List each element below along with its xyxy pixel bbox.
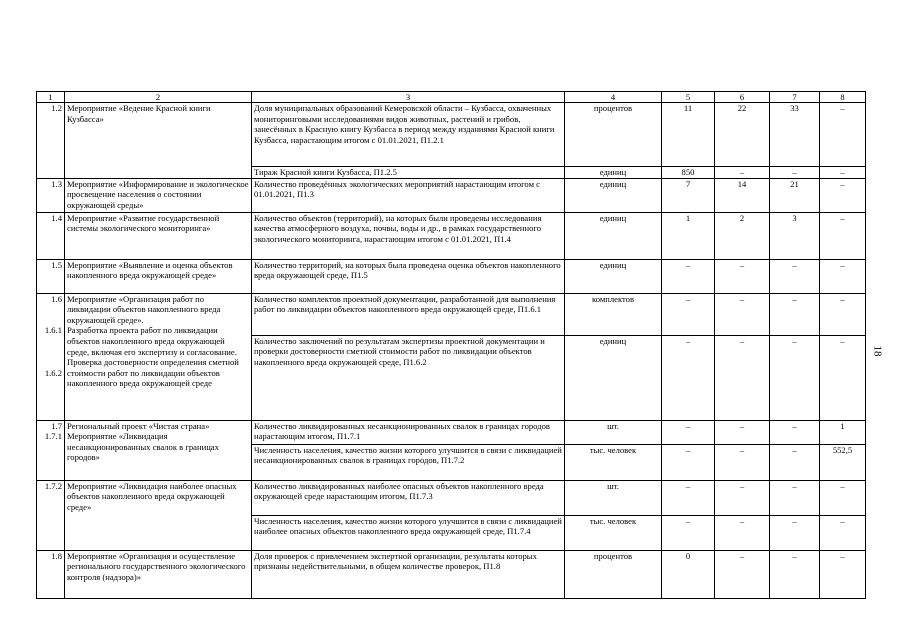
header-cell: 5 <box>662 92 715 103</box>
event-cell: Мероприятие «Организация и осуществление регионального государственного экологического контроля (надзора)» <box>65 550 252 598</box>
value-cell: – <box>820 167 866 179</box>
table-row <box>37 420 866 444</box>
value-cell: – <box>820 178 866 212</box>
value-cell: – <box>770 444 820 480</box>
value-cell: – <box>662 293 715 335</box>
event-cell: Мероприятие «Ликвидация наиболее опасных объектов накопленного вреда окружающей среде» <box>65 480 252 550</box>
value-cell: – <box>715 480 770 515</box>
value-cell: 21 <box>770 178 820 212</box>
unit-cell: единиц <box>565 335 662 420</box>
value-cell: 3 <box>770 212 820 259</box>
event-cell: Мероприятие «Выявление и оценка объектов накопленного вреда окружающей среде» <box>65 259 252 293</box>
row-number-sub: 1.6.1 <box>44 325 62 336</box>
header-cell: 3 <box>252 92 565 103</box>
value-cell: – <box>715 515 770 550</box>
table-row <box>37 178 866 212</box>
unit-cell: единиц <box>565 259 662 293</box>
event-text: Региональный проект «Чистая страна» <box>67 420 210 431</box>
value-cell: – <box>715 550 770 598</box>
row-number-main: 1.6 <box>51 293 62 304</box>
value-cell: 33 <box>770 103 820 167</box>
unit-cell: единиц <box>565 212 662 259</box>
unit-cell: процентов <box>565 103 662 167</box>
table-row <box>37 293 866 335</box>
value-cell: – <box>715 167 770 179</box>
indicators-table <box>36 91 866 599</box>
indicator-cell: Количество проведённых экологических мероприятий нарастающим итогом с 01.01.2021, П1.3 <box>252 178 565 212</box>
indicator-cell: Количество территорий, на которых была проведена оценка объектов накопленного вреда окружающей среде, П1.5 <box>252 259 565 293</box>
indicator-cell: Доля проверок с привлечением экспертной организации, результаты которых признаны недействительными, в общем количестве проверок, П1.8 <box>252 550 565 598</box>
header-cell: 4 <box>565 92 662 103</box>
value-cell: 2 <box>715 212 770 259</box>
event-text: Разработка проекта работ по ликвидации объектов накопленного вреда окружающей среде, включая его экспертизу и согласование. <box>67 325 237 357</box>
value-cell: – <box>820 550 866 598</box>
table-row <box>37 259 866 293</box>
indicator-cell: Количество ликвидированных несанкционированных свалок в границах городов нарастающим итогом, П1.7.1 <box>252 420 565 444</box>
row-number <box>37 420 65 480</box>
value-cell: – <box>770 480 820 515</box>
value-cell: – <box>715 335 770 420</box>
event-text: Мероприятие «Ликвидация несанкционированных свалок в границах городов» <box>67 431 219 463</box>
indicator-cell: Доля муниципальных образований Кемеровской области – Кузбасса, охваченных мониторинговыми исследованиями видов животных, растений и грибов, занесённых в Красную книгу Кузбасса в период между изданиями Красной книги Кузбасса, нарастающим итогом с 01.01.2021, П1.2.1 <box>252 103 565 167</box>
event-text: Проверка достоверности определения сметной стоимости работ по ликвидации объектов накопленного вреда окружающей среде <box>67 357 239 389</box>
value-cell: – <box>715 259 770 293</box>
table-row <box>37 550 866 598</box>
row-number: 1.4 <box>37 212 65 259</box>
indicator-cell: Количество комплектов проектной документации, разработанной для выполнения работ по ликвидации объектов накопленного вреда окружающей среде, П1.6.1 <box>252 293 565 335</box>
value-cell: – <box>820 335 866 420</box>
header-cell: 2 <box>65 92 252 103</box>
value-cell: 850 <box>662 167 715 179</box>
row-number: 1.2 <box>37 103 65 179</box>
event-cell: Мероприятие «Ведение Красной книги Кузбасса» <box>65 103 252 179</box>
value-cell: – <box>820 515 866 550</box>
value-cell: – <box>662 480 715 515</box>
row-number <box>37 293 65 420</box>
unit-cell: комплектов <box>565 293 662 335</box>
value-cell: – <box>770 335 820 420</box>
value-cell: – <box>820 212 866 259</box>
value-cell: – <box>770 515 820 550</box>
value-cell: 7 <box>662 178 715 212</box>
value-cell: 22 <box>715 103 770 167</box>
value-cell: 1 <box>820 420 866 444</box>
value-cell: – <box>715 444 770 480</box>
row-number: 1.7.2 <box>37 480 65 550</box>
unit-cell: тыс. человек <box>565 444 662 480</box>
row-number: 1.3 <box>37 178 65 212</box>
event-cell: Мероприятие «Развитие государственной системы экологического мониторинга» <box>65 212 252 259</box>
unit-cell: тыс. человек <box>565 515 662 550</box>
header-cell: 8 <box>820 92 866 103</box>
indicator-cell: Количество объектов (территорий), на которых были проведены исследования качества атмосферного воздуха, почвы, воды и др., в рамках государственного экологического мониторинга, нарастающим итогом с 01.01.2021, П1.4 <box>252 212 565 259</box>
event-text: Мероприятие «Организация работ по ликвидации объектов накопленного вреда окружающей среде». <box>67 293 221 325</box>
row-number: 1.8 <box>37 550 65 598</box>
table-row <box>37 212 866 259</box>
value-cell: 0 <box>662 550 715 598</box>
value-cell: – <box>770 167 820 179</box>
value-cell: – <box>820 259 866 293</box>
page-number: 18 <box>871 345 884 357</box>
event-cell <box>65 420 252 480</box>
unit-cell: процентов <box>565 550 662 598</box>
header-cell: 1 <box>37 92 65 103</box>
header-cell: 6 <box>715 92 770 103</box>
value-cell: – <box>820 480 866 515</box>
value-cell: – <box>715 293 770 335</box>
value-cell: 1 <box>662 212 715 259</box>
value-cell: 552,5 <box>820 444 866 480</box>
value-cell: – <box>820 103 866 167</box>
header-cell: 7 <box>770 92 820 103</box>
value-cell: – <box>820 293 866 335</box>
table-row <box>37 103 866 167</box>
value-cell: – <box>662 515 715 550</box>
indicator-cell: Количество заключений по результатам экспертизы проектной документации и проверки достоверности сметной стоимости работ по ликвидации объектов накопленного вреда окружающей среде, П1.6.2 <box>252 335 565 420</box>
value-cell: – <box>770 293 820 335</box>
value-cell: – <box>662 259 715 293</box>
unit-cell: шт. <box>565 420 662 444</box>
header-row <box>37 92 866 103</box>
event-cell <box>65 293 252 420</box>
unit-cell: шт. <box>565 480 662 515</box>
value-cell: – <box>770 550 820 598</box>
row-number-sub: 1.7.1 <box>44 431 62 442</box>
indicator-cell: Количество ликвидированных наиболее опасных объектов накопленного вреда окружающей среде нарастающим итогом, П1.7.3 <box>252 480 565 515</box>
row-number-main: 1.7 <box>51 420 62 431</box>
value-cell: – <box>715 420 770 444</box>
value-cell: 11 <box>662 103 715 167</box>
row-number: 1.5 <box>37 259 65 293</box>
indicator-cell: Численность населения, качество жизни которого улучшится в связи с ликвидацией несанкционированных свалок в границах городов, П1.7.2 <box>252 444 565 480</box>
row-number-sub: 1.6.2 <box>44 367 62 378</box>
value-cell: 14 <box>715 178 770 212</box>
table-row <box>37 480 866 515</box>
value-cell: – <box>770 259 820 293</box>
value-cell: – <box>662 335 715 420</box>
unit-cell: единиц <box>565 178 662 212</box>
event-cell: Мероприятие «Информирование и экологическое просвещение населения о состоянии окружающей среды» <box>65 178 252 212</box>
indicator-cell: Тираж Красной книги Кузбасса, П1.2.5 <box>252 167 565 179</box>
indicator-cell: Численность населения, качество жизни которого улучшится в связи с ликвидацией наиболее опасных объектов накопленного вреда окружающей среде, П1.7.4 <box>252 515 565 550</box>
value-cell: – <box>770 420 820 444</box>
unit-cell: единиц <box>565 167 662 179</box>
value-cell: – <box>662 420 715 444</box>
value-cell: – <box>662 444 715 480</box>
